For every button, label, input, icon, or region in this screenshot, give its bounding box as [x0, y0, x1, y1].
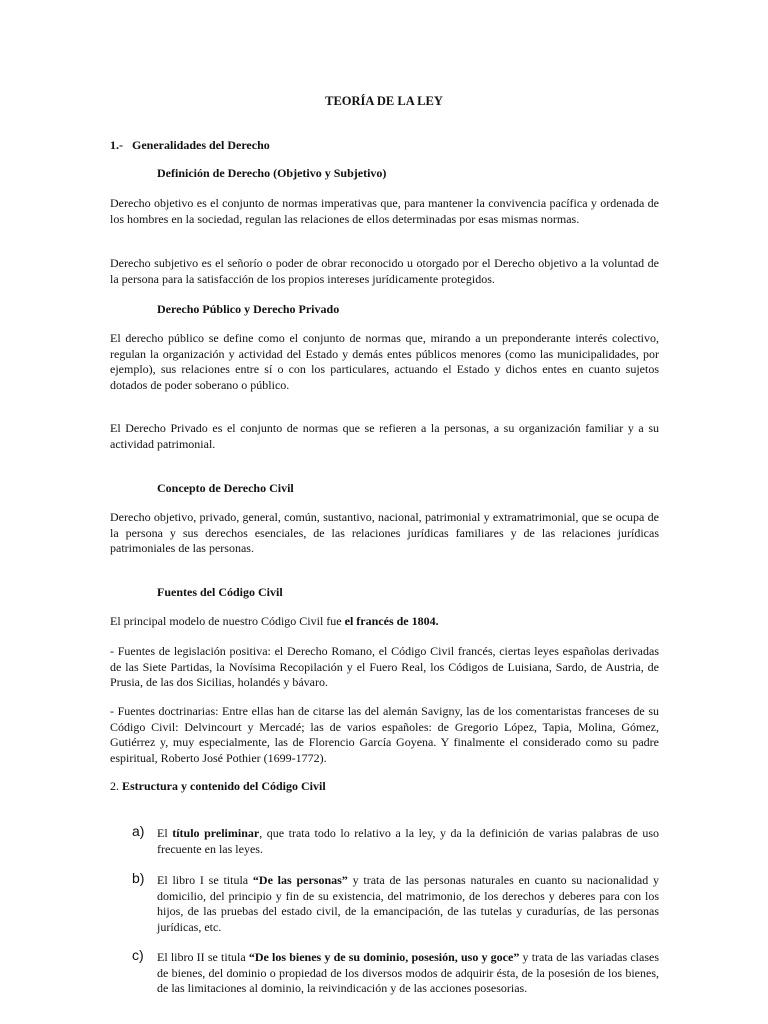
section-1-heading	[110, 138, 659, 154]
list-item	[132, 947, 660, 997]
list-marker: a)	[132, 823, 145, 839]
subheading-definicion: Definición de Derecho (Objetivo y Subjetivo)	[157, 166, 387, 180]
section-1-title: Generalidades del Derecho	[132, 138, 270, 152]
paragraph-derecho-subjetivo: Derecho subjetivo es el señorío o poder de obrar reconocido u otorgado por el Derecho objetivo a la voluntad de la persona para la satisfacción de los propios intereses jurídicamente protegidos.	[110, 256, 659, 286]
subheading-derecho-civil: Concepto de Derecho Civil	[157, 481, 294, 495]
list-marker: b)	[132, 870, 145, 886]
paragraph-derecho-privado: El Derecho Privado es el conjunto de normas que se refieren a la personas, a su organización familiar y a su actividad patrimonial.	[110, 421, 659, 451]
modelo-bold: el francés de 1804.	[344, 614, 439, 628]
section-2-heading	[110, 779, 659, 795]
paragraph-fuentes-doctrinarias: - Fuentes doctrinarias: Entre ellas han de citarse las del alemán Savigny, las de los comentaristas franceses de su Código Civil: Delvincourt y Mercadé; las de varios españoles: de Gregorio López, Tapia, Molina, Gómez, Gutiérrez y, muy especialmente, las de Florencio García Goyena. Y finalmente el considerado como su padre espiritual, Roberto José Pothier (1699-1772).	[110, 704, 659, 765]
paragraph-modelo-codigo	[110, 614, 659, 630]
section-2-number: 2.	[110, 779, 119, 793]
list-marker: c)	[132, 947, 144, 963]
paragraph-concepto-derecho-civil: Derecho objetivo, privado, general, común, sustantivo, nacional, patrimonial y extramatrimonial, que se ocupa de la persona y sus derechos esenciales, de las relaciones jurídicas familiares y de las relaciones jurídicas patrimoniales de las personas.	[110, 510, 659, 555]
subheading-publico-privado: Derecho Público y Derecho Privado	[157, 302, 340, 316]
section-2-title: Estructura y contenido del Código Civil	[122, 779, 326, 793]
subheading-fuentes: Fuentes del Código Civil	[157, 585, 283, 599]
paragraph-derecho-publico: El derecho público se define como el conjunto de normas que, mirando a un preponderante interés colectivo, regulan la organización y actividad del Estado y demás entes públicos menores (como las municipalidades, por ejemplo), sus relaciones entre sí o con los particulares, actuando el Estado y dichos entes en cuanto sujetos dotados de poder soberano o público.	[110, 331, 659, 392]
paragraph-derecho-objetivo: Derecho objetivo es el conjunto de normas imperativas que, para mantener la convivencia pacífica y ordenada de los hombres en la sociedad, regulan las relaciones de ellos determinadas por esas mismas normas.	[110, 196, 659, 226]
document-title: TEORÍA DE LA LEY	[325, 94, 443, 108]
list-item	[132, 823, 659, 857]
list-item	[132, 870, 659, 935]
modelo-text: El principal modelo de nuestro Código Civil fue	[110, 614, 345, 628]
list-item-text: El libro II se titula “De los bienes y de su dominio, posesión, uso y goce” y trata de las variadas clases de bienes, del dominio o propiedad de los diversos modos de adquirir ésta, de la posesión de los bienes, de las limitaciones al dominio, la reivindicación y de las acciones posesorias.	[157, 950, 660, 995]
paragraph-fuentes-legislacion: - Fuentes de legislación positiva: el Derecho Romano, el Código Civil francés, ciertas leyes españolas derivadas de las Siete Partidas, la Novísima Recopilación y el Fuero Real, los Códigos de Luisiana, Sardo, de Austria, de Prusia, de las dos Sicilias, holandés y bávaro.	[110, 644, 659, 689]
list-item-text: El título preliminar, que trata todo lo relativo a la ley, y da la definición de varias palabras de uso frecuente en las leyes.	[157, 826, 659, 856]
list-item-text: El libro I se titula “De las personas” y trata de las personas naturales en cuanto su nacionalidad y domicilio, del principio y fin de su existencia, del matrimonio, de los derechos y deberes para con los hijos, de las pruebas del estado civil, de la emancipación, de las tutelas y curadurías, de las personas jurídicas, etc.	[157, 873, 659, 934]
section-1-number: 1.-	[110, 138, 123, 152]
